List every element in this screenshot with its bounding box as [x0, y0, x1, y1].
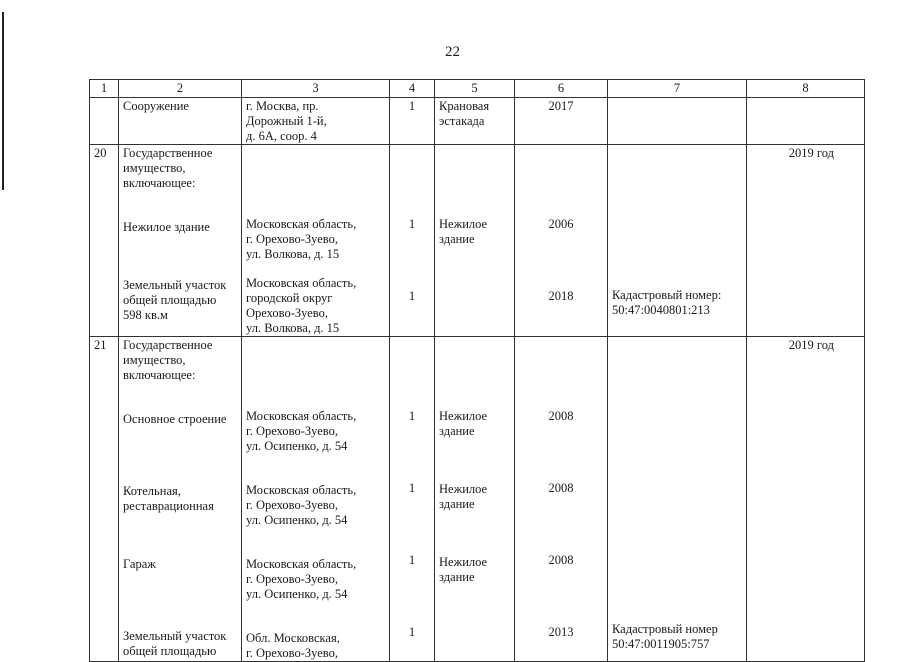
address-line: Московская область, [246, 276, 357, 290]
group-title-line: включающее: [123, 176, 196, 190]
column-header: 5 [435, 80, 515, 98]
deadline-cell [747, 98, 865, 145]
group-title-line: включающее: [123, 368, 196, 382]
purpose-cell [435, 337, 515, 662]
quantity: 1 [408, 217, 416, 231]
column-header: 4 [390, 80, 435, 98]
object-name: Гараж [123, 557, 156, 571]
cadastral-number: 50:47:0011905:757 [612, 637, 710, 651]
cadastral-label: Кадастровый номер: [612, 288, 722, 302]
quantity: 1 [408, 625, 416, 639]
column-header: 8 [747, 80, 865, 98]
object-name: Основное строение [123, 412, 227, 426]
row-number-cell [90, 145, 119, 337]
address-line: д. 6А, соор. 4 [246, 129, 317, 143]
deadline: 2019 год [788, 146, 834, 160]
purpose-line: Крановая [439, 99, 490, 113]
table-row [90, 145, 865, 337]
object-name-cell [119, 145, 242, 337]
object-name: 598 кв.м [123, 308, 168, 322]
address-line: г. Орехово-Зуево, [246, 232, 338, 246]
object-name: Земельный участок [123, 278, 227, 292]
address-line: г. Орехово-Зуево, [246, 572, 338, 586]
year-cell [515, 145, 608, 337]
group-title-line: имущество, [123, 353, 186, 367]
address-cell [242, 98, 390, 145]
note-cell [608, 337, 747, 662]
purpose-cell [435, 98, 515, 145]
purpose-line: Нежилое [439, 555, 488, 569]
address-line: Московская область, [246, 557, 357, 571]
address-line: Московская область, [246, 409, 357, 423]
year: 2017 [548, 99, 574, 113]
purpose-line: Нежилое [439, 482, 488, 496]
address-line: Московская область, [246, 217, 357, 231]
address-line: Московская область, [246, 483, 357, 497]
column-header: 7 [608, 80, 747, 98]
quantity: 1 [408, 481, 416, 495]
cadastral-number: 50:47:0040801:213 [612, 303, 710, 317]
address-line: г. Орехово-Зуево, [246, 498, 338, 512]
year: 2008 [548, 481, 574, 495]
address-line: г. Орехово-Зуево, [246, 646, 338, 660]
address-line: ул. Волкова, д. 15 [246, 321, 340, 335]
note-cell [608, 145, 747, 337]
scan-edge-mark [2, 12, 4, 190]
quantity: 1 [408, 553, 416, 567]
address-cell [242, 145, 390, 337]
group-title-line: Государственное [123, 146, 213, 160]
quantity: 1 [408, 99, 416, 113]
address-line: городской округ [246, 291, 333, 305]
row-number: 20 [94, 146, 107, 160]
year: 2018 [548, 289, 574, 303]
column-header: 1 [90, 80, 119, 98]
table-row [90, 98, 865, 145]
year-cell [515, 98, 608, 145]
address-line: ул. Волкова, д. 15 [246, 247, 340, 261]
address-cell [242, 337, 390, 662]
group-title-line: имущество, [123, 161, 186, 175]
address-line: Дорожный 1-й, [246, 114, 327, 128]
group-title-line: Государственное [123, 338, 213, 352]
object-name: Нежилое здание [123, 220, 210, 234]
year: 2006 [548, 217, 574, 231]
purpose-cell [435, 145, 515, 337]
year: 2013 [548, 625, 574, 639]
row-number-cell [90, 337, 119, 662]
object-name: Сооружение [123, 99, 189, 113]
object-name-cell [119, 98, 242, 145]
column-header: 6 [515, 80, 608, 98]
purpose-line: Нежилое [439, 217, 488, 231]
cadastral-label: Кадастровый номер [612, 622, 718, 636]
purpose-line: здание [439, 232, 475, 246]
deadline-cell [747, 337, 865, 662]
row-number: 21 [94, 338, 107, 352]
address-line: г. Орехово-Зуево, [246, 424, 338, 438]
object-name: реставрационная [123, 499, 214, 513]
object-name-cell [119, 337, 242, 662]
purpose-line: здание [439, 570, 475, 584]
object-name: общей площадью [123, 293, 217, 307]
purpose-line: здание [439, 424, 475, 438]
quantity-cell [390, 98, 435, 145]
quantity-cell [390, 337, 435, 662]
row-number-cell [90, 98, 119, 145]
quantity-cell [390, 145, 435, 337]
note-cell [608, 98, 747, 145]
page-number: 22 [445, 44, 460, 60]
address-line: ул. Осипенко, д. 54 [246, 513, 348, 527]
address-line: г. Москва, пр. [246, 99, 319, 113]
year: 2008 [548, 409, 574, 423]
column-number-header-row [90, 80, 865, 98]
quantity: 1 [408, 289, 416, 303]
table-row [90, 337, 865, 662]
column-header: 3 [242, 80, 390, 98]
quantity: 1 [408, 409, 416, 423]
purpose-line: здание [439, 497, 475, 511]
column-header: 2 [119, 80, 242, 98]
purpose-line: Нежилое [439, 409, 488, 423]
address-line: Обл. Московская, [246, 631, 340, 645]
object-name: Котельная, [123, 484, 181, 498]
year: 2008 [548, 553, 574, 567]
object-name: общей площадью [123, 644, 217, 658]
object-name: Земельный участок [123, 629, 227, 643]
address-line: Орехово-Зуево, [246, 306, 329, 320]
property-table [89, 79, 865, 662]
address-line: ул. Осипенко, д. 54 [246, 587, 348, 601]
deadline-cell [747, 145, 865, 337]
deadline: 2019 год [788, 338, 834, 352]
year-cell [515, 337, 608, 662]
address-line: ул. Осипенко, д. 54 [246, 439, 348, 453]
purpose-line: эстакада [439, 114, 485, 128]
